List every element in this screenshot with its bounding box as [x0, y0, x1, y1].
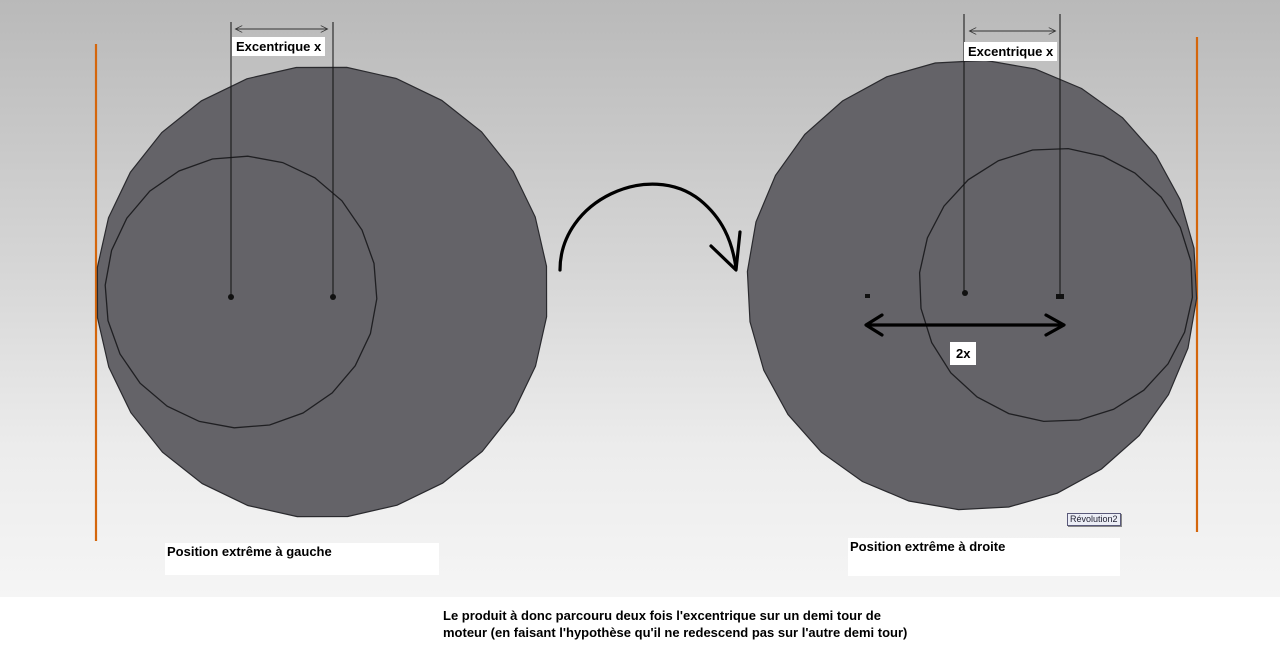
rotation-arrow-icon — [560, 184, 740, 270]
right-outer-disc — [747, 60, 1196, 509]
right-center-point — [962, 290, 968, 296]
footer-line-1: Le produit à donc parcouru deux fois l'excentrique sur un demi tour de — [443, 608, 881, 623]
left-offset-point — [330, 294, 336, 300]
eccentric-label-left: Excentrique x — [232, 37, 325, 56]
feature-tag-revolution[interactable]: Révolution2 — [1067, 513, 1121, 526]
footer-explanation — [443, 607, 963, 641]
eccentric-label-right: Excentrique x — [964, 42, 1057, 61]
right-initial-point — [865, 294, 870, 298]
right-offset-point — [1056, 294, 1064, 299]
caption-right: Position extrême à droite — [848, 538, 1120, 576]
left-center-point — [228, 294, 234, 300]
two-x-label: 2x — [950, 342, 976, 365]
left-outer-disc — [97, 67, 546, 516]
caption-left: Position extrême à gauche — [165, 543, 439, 575]
footer-line-2: moteur (en faisant l'hypothèse qu'il ne redescend pas sur l'autre demi tour) — [443, 625, 908, 640]
